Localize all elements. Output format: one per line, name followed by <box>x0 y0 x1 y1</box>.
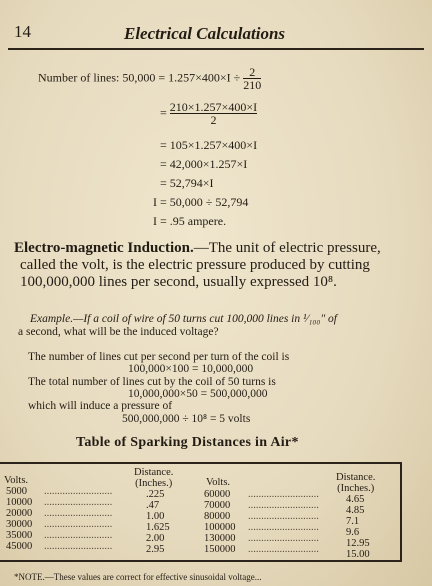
table-cell: 60000 <box>204 489 231 500</box>
table-header-volts-left: Volts. <box>4 475 29 486</box>
fraction-numerator: 210×1.257×400×I <box>169 100 258 114</box>
table-cell: 4.65 <box>346 494 365 505</box>
table-cell: 80000 <box>204 511 231 522</box>
section-body: —The unit of electric pressure, called the volt, is the electric pressure produced by cutting 100,000,000 lines per second, usually expressed 10⁸. <box>20 240 381 290</box>
example-line-2: a second, what will be the induced voltage? <box>18 326 219 338</box>
table-cell: 45000 <box>6 541 33 552</box>
calc-line-1-fraction <box>243 66 261 91</box>
header-rule <box>8 48 424 50</box>
fraction-denominator: 210 <box>243 78 262 92</box>
table-cell: 20000 <box>6 508 33 519</box>
table-cell: 2.00 <box>146 533 165 544</box>
calc-line-1-lhs: Number of lines: 50,000 = 1.257×400×I ÷ <box>38 70 241 85</box>
footnote: *NOTE.—These values are correct for effective sinusoidal voltage... <box>14 572 262 582</box>
table-cell: 100000 <box>204 522 236 533</box>
table-cell: 12.95 <box>346 538 370 549</box>
calc-line-1 <box>38 66 261 91</box>
table-cell: 1.625 <box>146 522 170 533</box>
example-line-5: The total number of lines cut by the coil of 50 turns is <box>28 376 276 388</box>
table-cell: 2.95 <box>146 544 165 555</box>
fraction-denominator: 2 <box>210 113 217 127</box>
calc-line-2: = $\frac{210\times 1.257\times 400\times I}{2}$ <box>160 100 258 127</box>
table-cell: 4.85 <box>346 505 365 516</box>
example-line-1: Example.—If a coil of wire of 50 turns cut 100,000 lines in ¹⁄₁₀₀" of <box>30 313 338 325</box>
table-cell: 1.00 <box>146 511 165 522</box>
right-distance-column <box>346 494 370 560</box>
table-cell: 35000 <box>6 530 33 541</box>
example-line-4: 100,000×100 = 10,000,000 <box>128 363 254 375</box>
table-header-distance-right: Distance. (Inches.) <box>336 472 376 494</box>
calc-line-5: = 52,794×I <box>160 176 214 190</box>
table-cell: 130000 <box>204 533 236 544</box>
table-header-distance-left: Distance. (Inches.) <box>134 467 174 489</box>
table-header-volts-right: Volts. <box>206 477 231 488</box>
example-line-8: 500,000,000 ÷ 10⁸ = 5 volts <box>122 413 251 425</box>
table-cell: 15.00 <box>346 549 370 560</box>
page-number: 14 <box>14 22 31 41</box>
table-cell: 70000 <box>204 500 231 511</box>
right-dot-leaders: ........................... ........................... ........................... ........................... ........................... ........................... <box>248 489 319 555</box>
fraction-numerator: 2 <box>249 65 256 79</box>
page-title: Electrical Calculations <box>124 24 286 43</box>
table-cell: 9.6 <box>346 527 360 538</box>
left-volts-column <box>6 486 32 552</box>
table-cell: 7.1 <box>346 516 360 527</box>
section-paragraph <box>14 240 392 291</box>
table-cell: 5000 <box>6 486 27 497</box>
table-cell: .47 <box>146 500 160 511</box>
section-heading: Electro-magnetic Induction. <box>14 240 194 256</box>
example-line-7: which will induce a pressure of <box>28 400 173 412</box>
left-dot-leaders: .......................... .......................... .......................... .......................... .......................... .......................... <box>44 486 113 552</box>
table-cell: 10000 <box>6 497 33 508</box>
table-cell: 150000 <box>204 544 236 555</box>
calc-line-7: I = .95 ampere. <box>153 214 227 228</box>
table-cell: 30000 <box>6 519 33 530</box>
right-volts-column <box>204 489 236 555</box>
table-title: Table of Sparking Distances in Air* <box>76 435 299 450</box>
calc-line-3: = 105×1.257×400×I <box>160 138 258 152</box>
calc-line-2-fraction <box>170 101 257 126</box>
calc-line-6: I = 50,000 ÷ 52,794 <box>153 195 249 209</box>
left-distance-column <box>146 489 170 555</box>
example-line-6: 10,000,000×50 = 500,000,000 <box>128 388 268 400</box>
table-cell: .225 <box>146 489 165 500</box>
example-line-3: The number of lines cut per second per turn of the coil is <box>28 351 290 363</box>
calc-line-4: = 42,000×1.257×I <box>160 157 248 171</box>
